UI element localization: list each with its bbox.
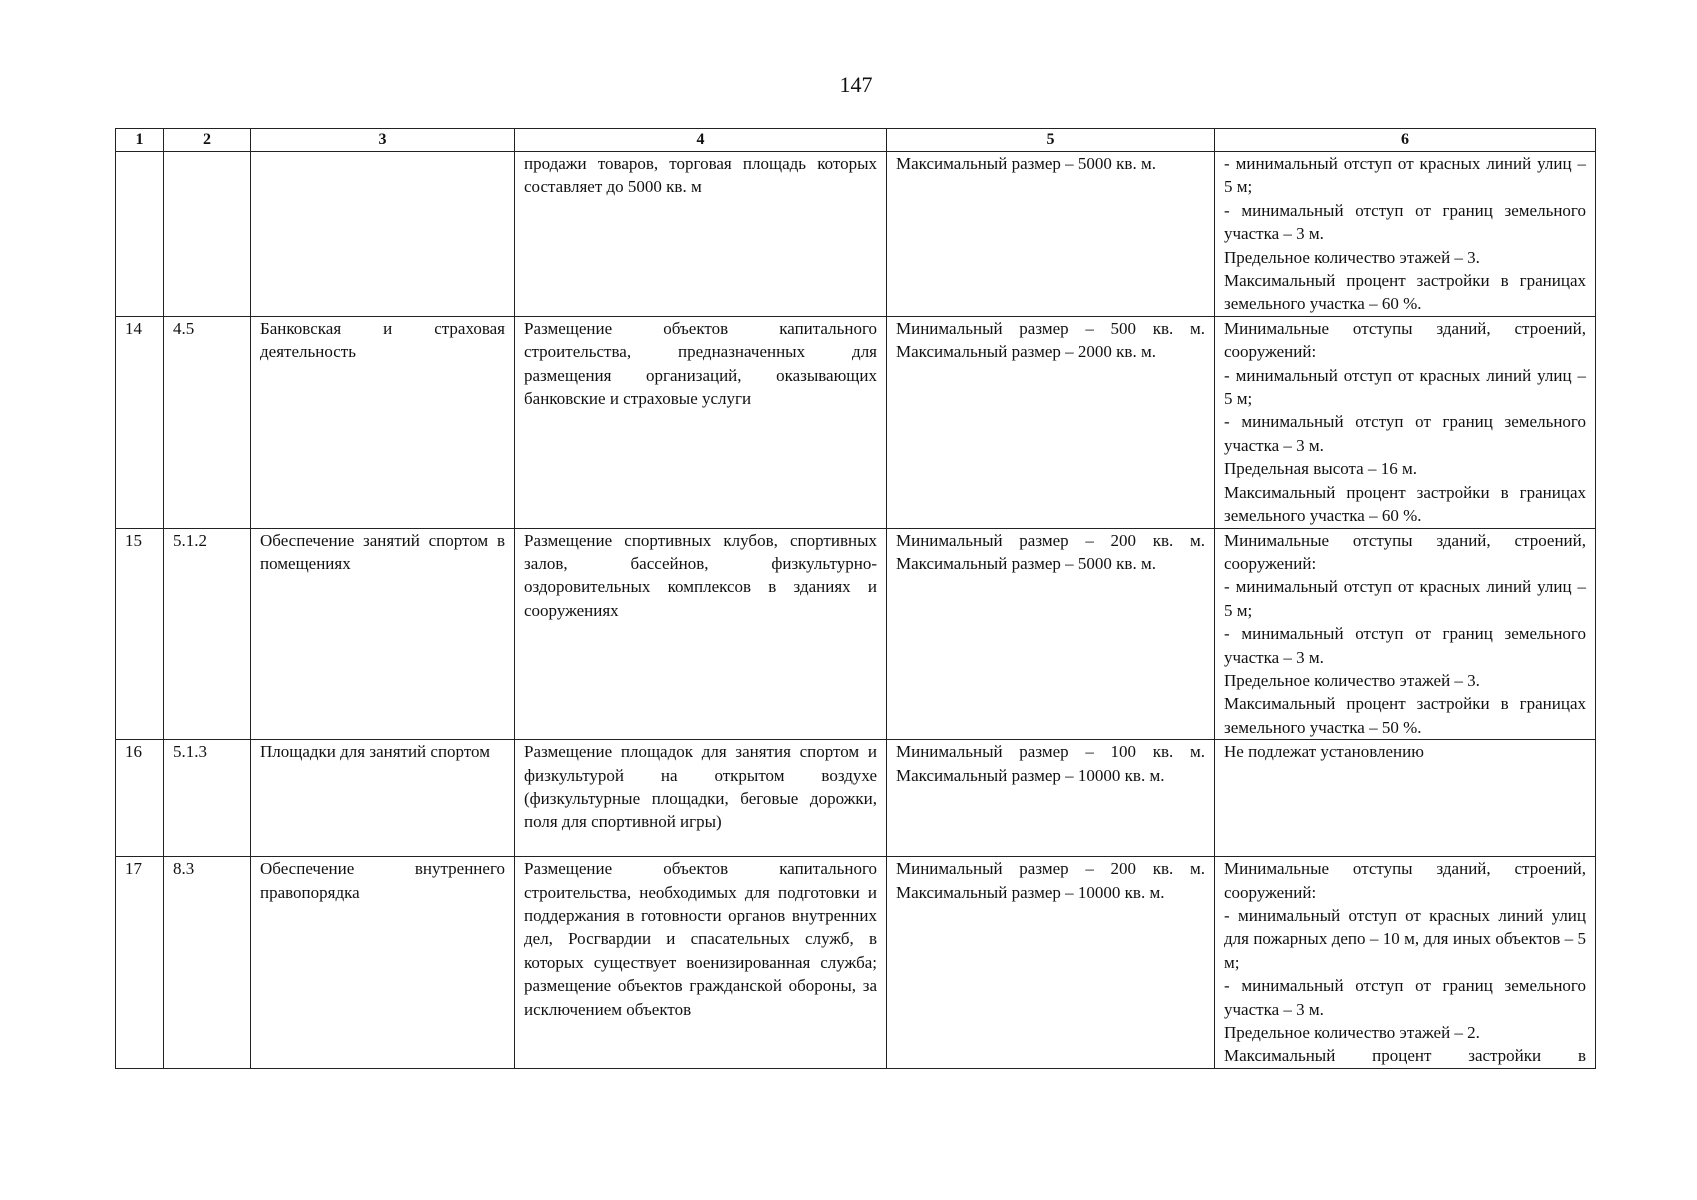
parameter-line: - минимальный отступ от границ земельного участка – 3 м.: [1224, 412, 1586, 455]
parameter-line: Максимальный процент застройки в границах земельного участка – 60 %.: [1224, 271, 1586, 314]
row-number: 15: [116, 528, 164, 740]
parameter-line: Предельное количество этажей – 3.: [1224, 670, 1480, 690]
column-header: 6: [1215, 129, 1596, 152]
column-header: 2: [164, 129, 251, 152]
table-header-row: [116, 129, 1596, 152]
build-parameters: [1215, 528, 1596, 740]
parameter-line: Предельная высота – 16 м.: [1224, 459, 1417, 479]
row-number: 14: [116, 316, 164, 528]
page-number: 147: [839, 72, 873, 97]
column-header: 1: [116, 129, 164, 152]
use-code: 8.3: [164, 857, 251, 1069]
plot-size: Минимальный размер – 100 кв. м. Максимальный размер – 10000 кв. м.: [887, 740, 1215, 857]
plot-size: Минимальный размер – 200 кв. м. Максимальный размер – 10000 кв. м.: [887, 857, 1215, 1069]
use-name: Обеспечение внутреннего правопорядка: [251, 857, 515, 1069]
parameter-line: Максимальный процент застройки в: [1224, 1046, 1586, 1066]
use-description: Размещение объектов капитального строительства, необходимых для подготовки и поддержания в готовности органов внутренних дел, Росгвардии и спасательных служб, в которых существует военизированная служба; размещение объектов гражданской обороны, за исключением объектов: [515, 857, 887, 1069]
column-header: 3: [251, 129, 515, 152]
table-row: [116, 528, 1596, 740]
parameter-line: - минимальный отступ от границ земельного участка – 3 м.: [1224, 976, 1586, 1019]
table-row: [116, 316, 1596, 528]
build-parameters: [1215, 857, 1596, 1069]
use-name: Площадки для занятий спортом: [251, 740, 515, 857]
use-description: Размещение объектов капитального строительства, предназначенных для размещения организаций, оказывающих банковские и страховые услуги: [515, 316, 887, 528]
table-row: [116, 152, 1596, 317]
parameter-line: - минимальный отступ от красных линий улиц – 5 м;: [1224, 154, 1586, 197]
parameter-line: Не подлежат установлению: [1224, 742, 1424, 762]
parameter-line: Минимальные отступы зданий, строений, сооружений:: [1224, 318, 1586, 362]
column-header: 4: [515, 129, 887, 152]
build-parameters: [1215, 316, 1596, 528]
row-number: 16: [116, 740, 164, 857]
parameter-line: Минимальные отступы зданий, строений, сооружений:: [1224, 859, 1586, 902]
row-number: [116, 152, 164, 317]
parameter-line: - минимальный отступ от красных линий улиц – 5 м;: [1224, 365, 1586, 409]
use-description: продажи товаров, торговая площадь которых составляет до 5000 кв. м: [515, 152, 887, 317]
parameter-line: Предельное количество этажей – 2.: [1224, 1023, 1480, 1042]
build-parameters: [1215, 740, 1596, 857]
parameter-line: - минимальный отступ от границ земельного участка – 3 м.: [1224, 624, 1586, 667]
table-row: [116, 857, 1596, 1069]
plot-size: Максимальный размер – 5000 кв. м.: [887, 152, 1215, 317]
use-name: Банковская и страховая деятельность: [251, 316, 515, 528]
build-parameters: [1215, 152, 1596, 317]
parameter-line: Максимальный процент застройки в границах земельного участка – 50 %.: [1224, 694, 1586, 737]
zoning-table: [115, 128, 1596, 1069]
use-name: Обеспечение занятий спортом в помещениях: [251, 528, 515, 740]
table-row: [116, 740, 1596, 857]
parameter-line: Предельное количество этажей – 3.: [1224, 247, 1480, 267]
plot-size: Минимальный размер – 200 кв. м. Максимальный размер – 5000 кв. м.: [887, 528, 1215, 740]
plot-size: Минимальный размер – 500 кв. м. Максимальный размер – 2000 кв. м.: [887, 316, 1215, 528]
use-code: 4.5: [164, 316, 251, 528]
use-code: 5.1.2: [164, 528, 251, 740]
use-name: [251, 152, 515, 317]
parameter-line: Максимальный процент застройки в границах земельного участка – 60 %.: [1224, 482, 1586, 526]
column-header: 5: [887, 129, 1215, 152]
use-description: Размещение площадок для занятия спортом и физкультурой на открытом воздухе (физкультурные площадки, беговые дорожки, поля для спортивной игры): [515, 740, 887, 857]
use-code: 5.1.3: [164, 740, 251, 857]
row-number: 17: [116, 857, 164, 1069]
parameter-line: - минимальный отступ от границ земельного участка – 3 м.: [1224, 200, 1586, 244]
use-description: Размещение спортивных клубов, спортивных залов, бассейнов, физкультурно-оздоровительных комплексов в зданиях и сооружениях: [515, 528, 887, 740]
parameter-line: - минимальный отступ от красных линий улиц для пожарных депо – 10 м, для иных объектов – 5 м;: [1224, 905, 1586, 972]
parameter-line: Минимальные отступы зданий, строений, сооружений:: [1224, 530, 1586, 573]
use-code: [164, 152, 251, 317]
parameter-line: - минимальный отступ от красных линий улиц – 5 м;: [1224, 577, 1586, 620]
